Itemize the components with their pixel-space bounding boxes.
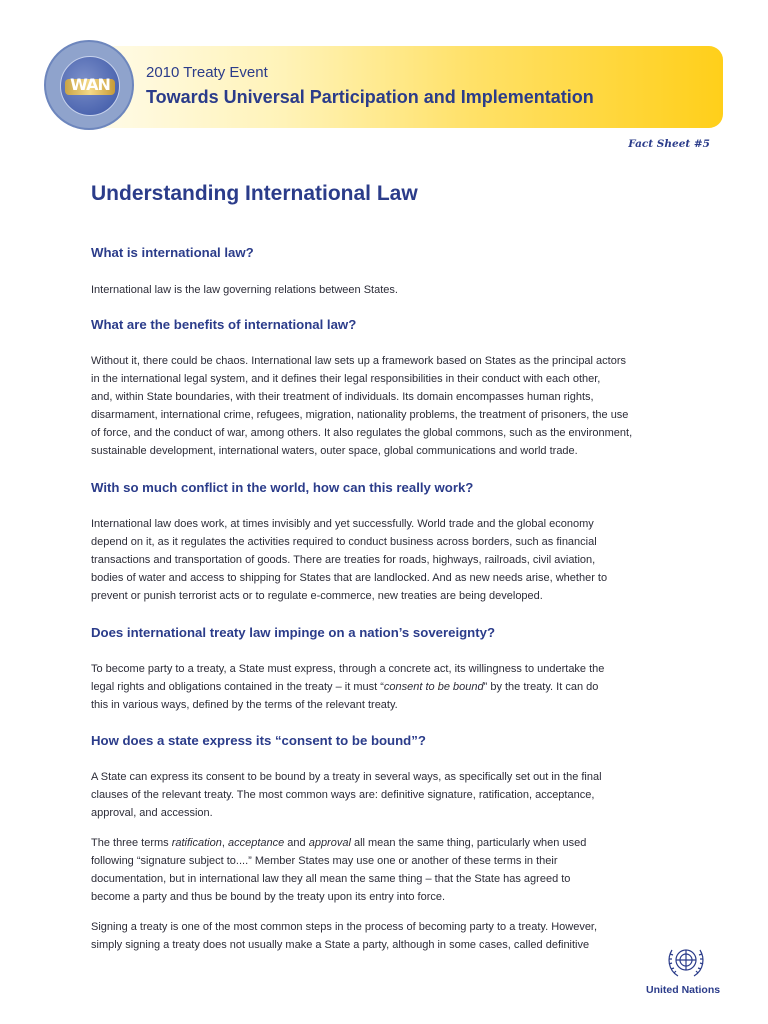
section-heading: What is international law? [91,245,254,260]
fact-sheet-label: Fact Sheet #5 [628,138,710,150]
section-paragraph: Signing a treaty is one of the most common steps in the process of becoming party to a treaty. However, simply signing a treaty does not usually make a State a party, although in some cases, called definitive [91,921,598,951]
section-paragraph: To become party to a treaty, a State must express, through a concrete act, its willingness to undertake the legal rights and obligations contained in the treaty – it must “consent to be bound” by the treaty. It can do this in various ways, defined by the terms of the relevant treaty. [91,663,605,711]
page-title: Understanding International Law [91,182,418,205]
event-name: 2010 Treaty Event [146,64,268,81]
section-heading: How does a state express its “consent to be bound”? [91,733,426,748]
un-wordmark: United Nations [646,984,721,996]
section-paragraph: Without it, there could be chaos. International law sets up a framework based on States as the principal actors in the international legal system, and it defines their legal responsibilities in their conduct with each other, and, within State boundaries, with their treatment of individuals. Its domain encompasses human rights, disarmament, international crime, refugees, migration, nationality problems, the treatment of prisoners, the use of force, and the conduct of war, among others. It also regulates the global commons, such as the environment, sustainable development, international waters, outer space, global communications and world trade. [91,355,633,457]
section-paragraph: The three terms ratification, acceptance and approval all mean the same thing, particularly when used following “signature subject to....” Member States may use one or another of these terms in their documentation, but in international law they all mean the same thing – that the State has agreed to become a party and thus be bound by the treaty upon its entry into force. [91,837,587,903]
section-heading: Does international treaty law impinge on a nation’s sovereignty? [91,625,496,640]
section-paragraph: A State can express its consent to be bound by a treaty in several ways, as specifically set out in the final clauses of the relevant treaty. The most common ways are: definitive signature, ratification, acceptance, approval, and accession. [91,771,602,819]
globe-icon [60,56,120,116]
treaty-event-logo [44,40,134,130]
section-heading: What are the benefits of international law? [91,317,357,332]
section-paragraph: International law is the law governing relations between States. [91,284,398,296]
logo-lettering: WAN [70,75,110,94]
section-heading: With so much conflict in the world, how can this really work? [91,480,474,495]
event-tagline: Towards Universal Participation and Implementation [146,87,594,107]
section-paragraph: International law does work, at times invisibly and yet successfully. World trade and the global economy depend on it, as it regulates the activities required to conduct business across borders, such as financial transactions and transportation of goods. There are treaties for roads, highways, railroads, civil aviation, bodies of water and access to shipping for States that are landlocked. And as new needs arise, whether to prevent or punish terrorist acts or to regulate e-commerce, new treaties are being developed. [91,518,608,602]
un-emblem-icon [663,942,709,982]
